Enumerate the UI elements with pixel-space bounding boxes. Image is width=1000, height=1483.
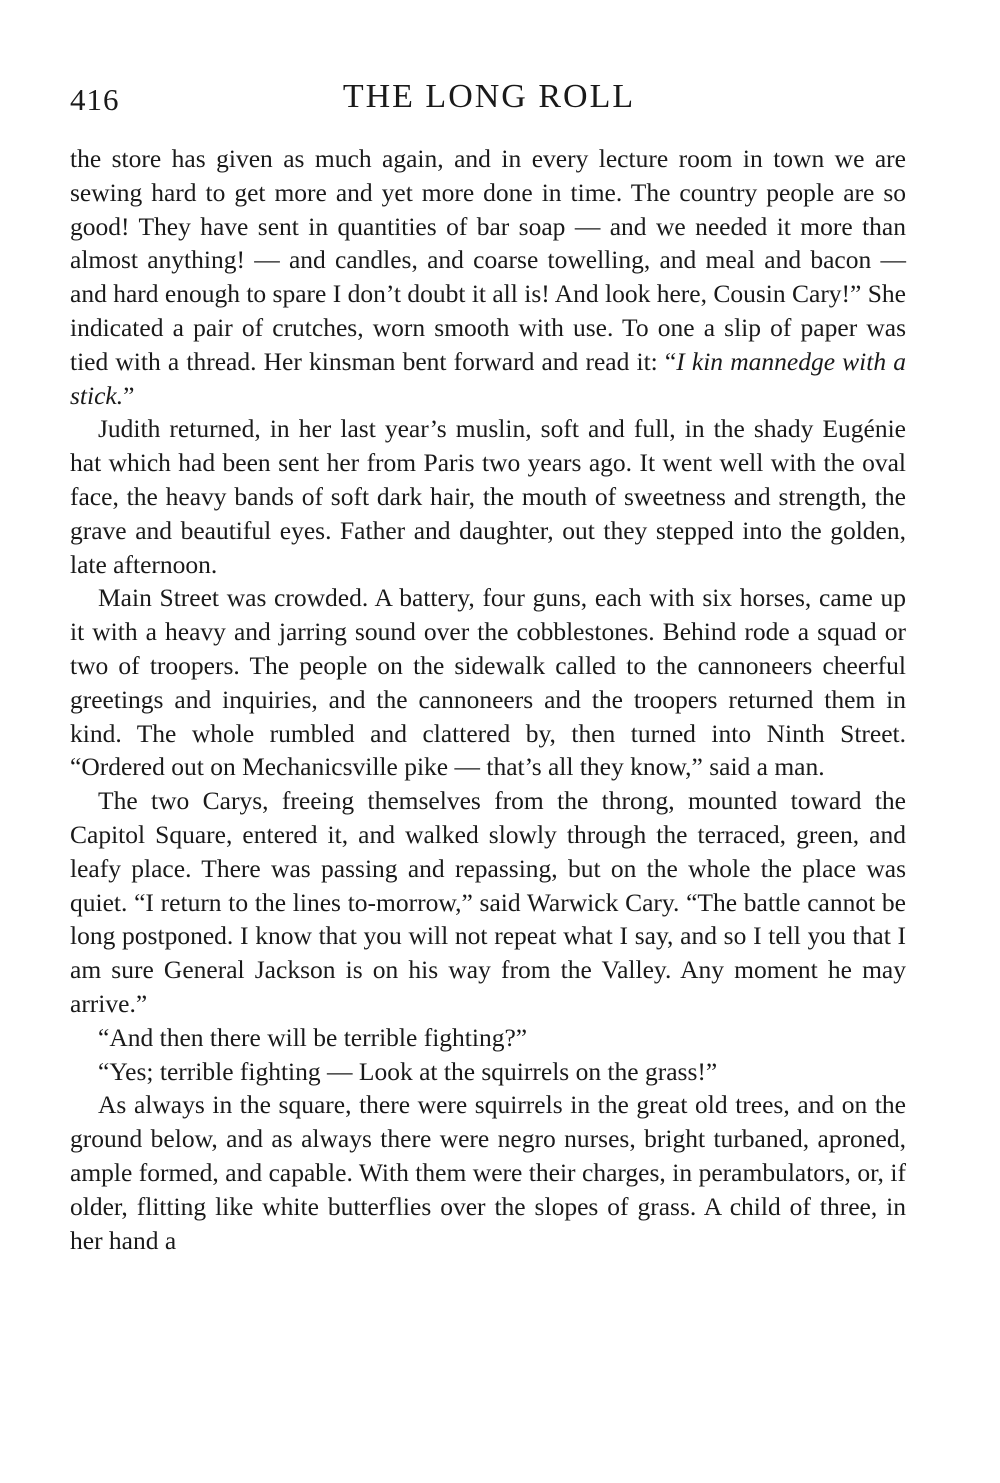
paragraph-two-carys: The two Carys, freeing themselves from the throng, mounted toward the Capitol Square, entered it, and walked slowly through the terraced, green, and leafy place. There was passing and repassing, but on the whole the place was quiet. “I return to the lines to-morrow,” said Warwick Cary. “The battle cannot be long postponed. I know that you will not repeat what I say, and so I tell you that I am sure General Jackson is on his way from the Valley. Any moment he may arrive.”	[70, 786, 906, 1018]
paragraph-squirrels: As always in the square, there were squirrels in the great old trees, and on the ground below, and as always there were negro nurses, bright turbaned, aproned, ample formed, and capable. With them were their charges, in perambulators, or, if older, flitting like white butterflies over the slopes of grass. A child of three, in her hand a	[70, 1090, 906, 1255]
running-title: THE LONG ROLL	[342, 78, 636, 115]
page-number: 416	[70, 82, 120, 117]
closing-quote: ”	[123, 380, 135, 410]
paragraph-main-street: Main Street was crowded. A battery, four guns, each with six horses, came up it with a heavy and jarring sound over the cobblestones. Behind rode a squad or two of troopers. The people on the sidewalk called to the cannoneers cheerful greetings and inquiries, and the cannoneers and the troopers returned them in kind. The whole rumbled and clattered by, then turned into Ninth Street. “Ordered out on Mechanicsville pike — that’s all they know,” said a man.	[70, 583, 906, 782]
paragraph-dialogue-answer: “Yes; terrible fighting — Look at the squirrels on the grass!”	[98, 1056, 718, 1086]
paragraph-dialogue-question: “And then there will be terrible fighting?”	[98, 1022, 528, 1052]
body-text	[70, 142, 906, 1257]
italic-quote: I kin mannedge with a stick.	[70, 346, 907, 410]
paragraph-text: the store has given as much again, and in every lecture room in town we are sewing hard to get more and yet more done in time. The country people are so good! They have sent in quantities of bar soap — and we needed it more than almost anything! — and candles, and coarse towelling, and meal and bacon — and hard enough to spare I don’t doubt it all is! And look here, Cousin Cary!” She indicated a pair of crutches, worn smooth with use. To one a slip of paper was tied with a thread. Her kinsman bent forward and read it: “	[70, 144, 906, 376]
paragraph-judith: Judith returned, in her last year’s muslin, soft and full, in the shady Eugénie hat which had been sent her from Paris two years ago. It went well with the oval face, the heavy bands of soft dark hair, the mouth of sweetness and strength, the grave and beautiful eyes. Father and daughter, out they stepped into the golden, late afternoon.	[70, 414, 906, 579]
page-header	[70, 72, 908, 122]
paragraph-continuation	[70, 142, 906, 412]
